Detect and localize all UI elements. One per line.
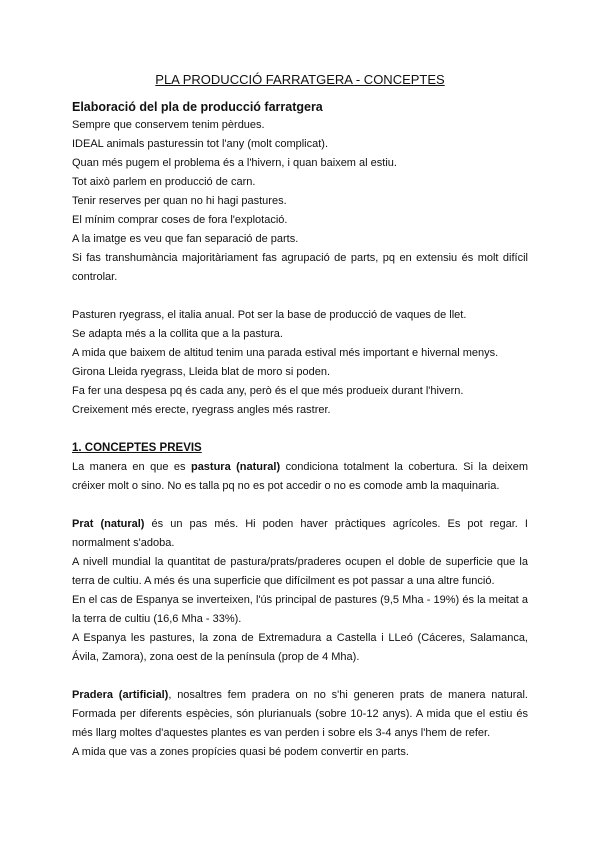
text-line: A mida que vas a zones propícies quasi bé podem convertir en parts. — [72, 746, 409, 758]
paragraph-pradera: Pradera (artificial), nosaltres fem pradera on no s'hi generen prats de manera natural. Formada per diferents espècies, són plurianuals (sobre 10-12 anys). A mida que el estiu és més llarg moltes d'aquestes plantes es van perden i sobre els 3-4 anys l'hem de refer. — [72, 689, 528, 739]
text-line: Se adapta més a la collita que a la pastura. — [72, 328, 283, 340]
text-line: Tot això parlem en producció de carn. — [72, 176, 256, 188]
document-page — [72, 72, 528, 762]
text-line: Pasturen ryegrass, el italia anual. Pot ser la base de producció de vaques de llet. — [72, 309, 467, 321]
paragraph: A nivell mundial la quantitat de pastura/prats/praderes ocupen el doble de superficie que la terra de cultiu. A més és una superficie que difícilment es pot passar a una altre funció. — [72, 556, 528, 587]
paragraph: A Espanya les pastures, la zona de Extremadura a Castella i LLeó (Cáceres, Salamanca, Ávila, Zamora), zona oest de la península (prop de 4 Mha). — [72, 632, 528, 663]
paragraph: En el cas de Espanya se inverteixen, l'ús principal de pastures (9,5 Mha - 19%) és la meitat a la terra de cultiu (16,6 Mha - 33%). — [72, 594, 528, 625]
text-line: Sempre que conservem tenim pèrdues. — [72, 119, 265, 131]
paragraph-prat: Prat (natural) és un pas més. Hi poden haver pràctiques agrícoles. Es pot regar. I normalment s'adoba. — [72, 518, 528, 549]
text-line: Tenir reserves per quan no hi hagi pastures. — [72, 195, 287, 207]
text-line: A mida que baixem de altitud tenim una parada estival més important e hivernal menys. — [72, 347, 499, 359]
paragraph: Si fas transhumància majoritàriament fas agrupació de parts, pq en extensiu és molt difícil controlar. — [72, 252, 528, 283]
text-line: Fa fer una despesa pq és cada any, però és el que més produeix durant l'hivern. — [72, 385, 464, 397]
document-title: PLA PRODUCCIÓ FARRATGERA - CONCEPTES — [155, 72, 445, 87]
section-heading: 1. CONCEPTES PREVIS — [72, 442, 202, 454]
paragraph-pastura: La manera en que es pastura (natural) condiciona totalment la cobertura. Si la deixem créixer molt o sino. No es talla pq no es pot accedir o no es comode amb la maquinaria. — [72, 461, 528, 492]
text-line: IDEAL animals pasturessin tot l'any (molt complicat). — [72, 138, 329, 150]
text-line: Girona Lleida ryegrass, Lleida blat de moro si poden. — [72, 366, 331, 378]
text-line: A la imatge es veu que fan separació de parts. — [72, 233, 299, 245]
text-line: El mínim comprar coses de fora l'explotació. — [72, 214, 288, 226]
section-subtitle: Elaboració del pla de producció farratgera — [72, 100, 323, 114]
text-line: Quan més pugem el problema és a l'hivern, i quan baixem al estiu. — [72, 157, 397, 169]
text-line: Creixement més erecte, ryegrass angles més rastrer. — [72, 404, 331, 416]
